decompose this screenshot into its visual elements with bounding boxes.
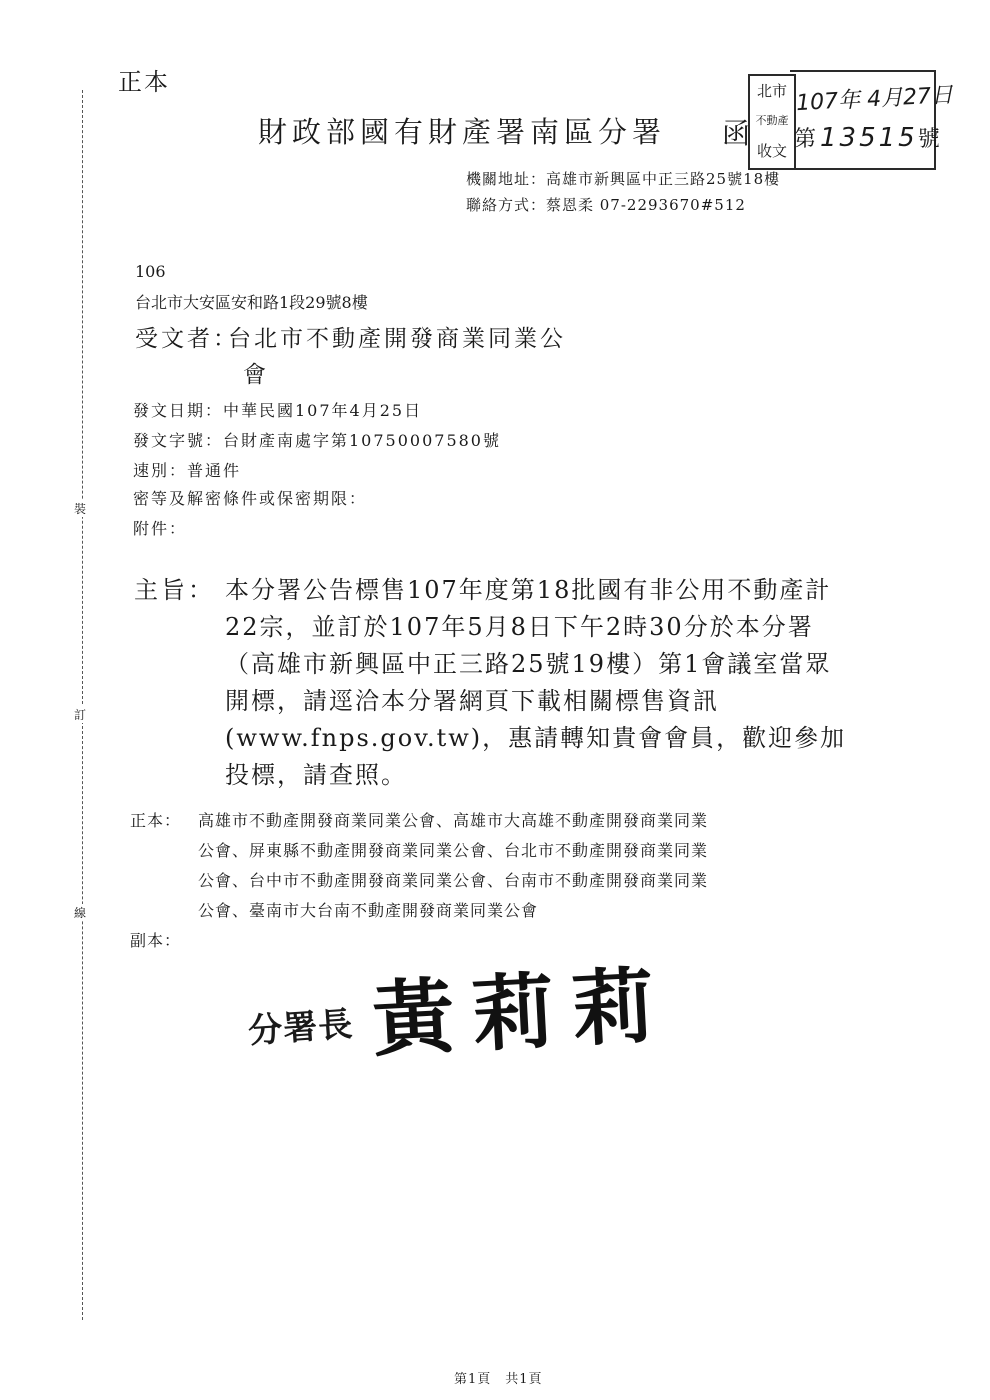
original-recipients-label: 正本： xyxy=(130,811,182,830)
contact-info: 聯絡方式：蔡恩柔 07-2293670#512 xyxy=(466,196,746,214)
doc-number: 發文字號：台財產南處字第10750007580號 xyxy=(133,431,501,450)
binding-mark: 訂 xyxy=(74,708,87,722)
stamp-date: 107年 4月27日 xyxy=(795,82,954,117)
doc-type: 函 xyxy=(722,117,751,150)
org-title: 財政部國有財產署南區分署 xyxy=(258,115,667,149)
stamp-number-prefix: 第 xyxy=(794,127,817,152)
stamp-label-mid: 不動產 xyxy=(755,114,789,127)
subject-line: (www.fnps.gov.tw)，惠請轉知貴會會員，歡迎參加 xyxy=(225,724,847,752)
subject-line: 本分署公告標售107年度第18批國有非公用不動產計 xyxy=(225,576,832,604)
secrecy-level: 密等及解密條件或保密期限： xyxy=(133,489,368,508)
copy-mark: 正本 xyxy=(118,68,170,96)
page-footer: 第1頁 共1頁 xyxy=(454,1372,543,1387)
issue-date: 發文日期：中華民國107年4月25日 xyxy=(133,401,423,420)
recipient-address: 台北市大安區安和路1段29號8樓 xyxy=(135,293,368,312)
stamp-label-top: 北市 xyxy=(756,82,787,100)
recipient-zip: 106 xyxy=(135,262,166,281)
subject-line: 開標，請逕洽本分署網頁下載相關標售資訊 xyxy=(225,687,719,715)
recipient-label: 受文者： xyxy=(135,326,239,352)
stamp-number-row xyxy=(794,122,940,153)
stamp-label-bottom: 收文 xyxy=(756,142,787,160)
signature-name: 黃莉莉 xyxy=(370,958,675,1069)
recipient-name-line1: 台北市不動產開發商業同業公 xyxy=(228,326,566,352)
binding-mark: 裝 xyxy=(74,502,87,516)
original-recipients-line: 公會、台中市不動產開發商業同業公會、台南市不動產開發商業同業 xyxy=(198,871,709,890)
signature-title: 分署長 xyxy=(246,1004,355,1052)
agency-address: 機關地址：高雄市新興區中正三路25號18樓 xyxy=(466,170,781,188)
receipt-stamp xyxy=(748,70,954,166)
original-recipients-line: 公會、屏東縣不動產開發商業同業公會、台北市不動產開發商業同業 xyxy=(198,841,709,860)
stamp-value-box xyxy=(790,70,954,170)
stamp-label-box xyxy=(748,74,796,170)
stamp-number: 13515 xyxy=(820,123,918,153)
recipient-name-line2: 會 xyxy=(243,362,266,388)
original-recipients-line: 高雄市不動產開發商業同業公會、高雄市大高雄不動產開發商業同業 xyxy=(198,811,709,830)
attachment: 附件： xyxy=(133,519,188,538)
subject-line: 22宗，並訂於107年5月8日下午2時30分於本分署 xyxy=(225,613,814,641)
binding-line xyxy=(82,90,83,1320)
subject-line: （高雄市新興區中正三路25號19樓）第1會議室當眾 xyxy=(225,650,832,678)
subject-label: 主旨： xyxy=(134,576,215,604)
copy-recipients-label: 副本： xyxy=(130,931,182,950)
speed-class: 速別：普通件 xyxy=(133,461,242,480)
original-recipients-line: 公會、臺南市大台南不動產開發商業同業公會 xyxy=(198,901,539,920)
subject-line: 投標，請查照。 xyxy=(225,761,407,789)
binding-mark: 線 xyxy=(74,906,87,920)
stamp-number-suffix: 號 xyxy=(917,127,940,152)
